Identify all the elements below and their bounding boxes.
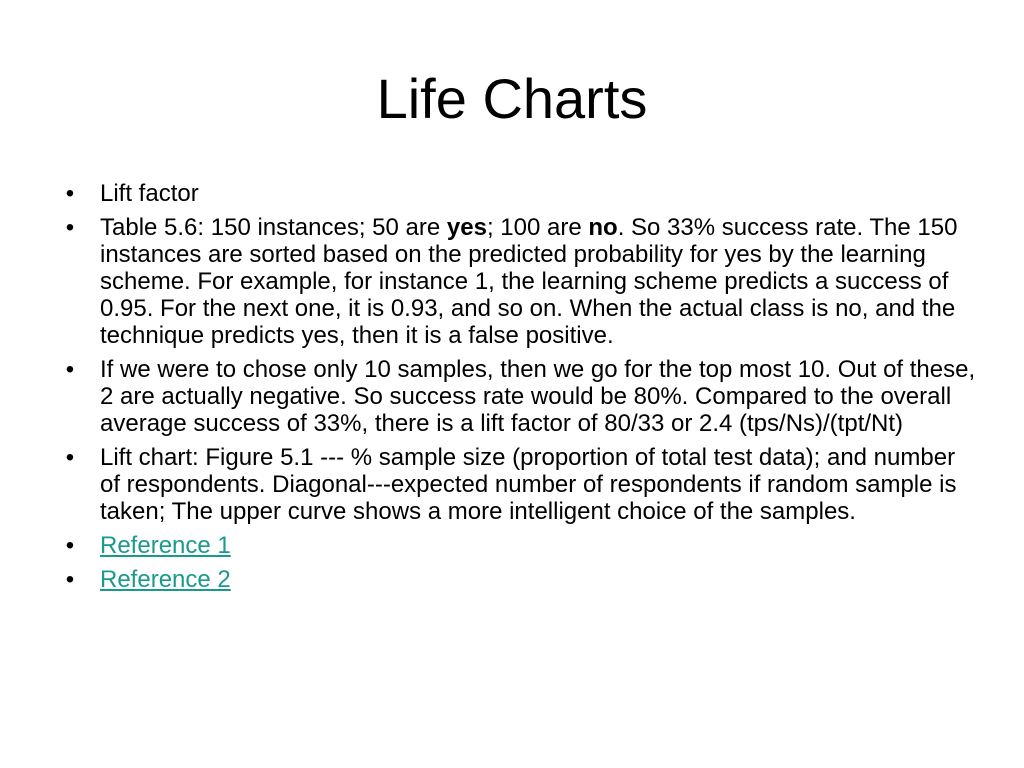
bullet-text-part: . So 33% success rate. The 150 instances are sorted based on the predicted probability for yes by the learning scheme. For example, for instance 1, the learning scheme predicts a success of 0.95. For the next one, it is 0.93, and so on. When the actual class is no, and the technique predicts yes, then it is a false positive. <box>100 214 958 349</box>
bullet-text-part: Table 5.6: 150 instances; 50 are <box>100 214 447 241</box>
bold-no: no <box>588 214 618 241</box>
bullet-item-reference-1 <box>60 532 980 559</box>
bullet-dot-icon: • <box>65 444 75 471</box>
bullet-dot-icon: • <box>65 532 75 559</box>
bullet-list <box>60 180 980 600</box>
bullet-text: Lift chart: Figure 5.1 --- % sample size (proportion of total test data); and number of respondents. Diagonal---expected number of respondents if random sample is taken; The upper curve shows a more intelligent choice of the samples. <box>100 444 957 525</box>
bullet-item-lift-factor <box>60 180 980 207</box>
bullet-text: If we were to chose only 10 samples, then we go for the top most 10. Out of these, 2 are actually negative. So success rate would be 80%. Compared to the overall average success of 33%, there is a lift factor of 80/33 or 2.4 (tps/Ns)/(tpt/Nt) <box>100 356 976 437</box>
bullet-item-sample-selection <box>60 356 980 437</box>
bullet-item-lift-chart <box>60 444 980 525</box>
bullet-text-part: ; 100 are <box>486 214 589 241</box>
bullet-dot-icon: • <box>65 214 75 241</box>
bold-yes: yes <box>446 214 487 241</box>
reference-2-link[interactable]: Reference 2 <box>100 566 231 593</box>
bullet-item-reference-2 <box>60 566 980 593</box>
bullet-item-table-description <box>60 214 980 349</box>
slide-title: Life Charts <box>376 67 648 130</box>
bullet-dot-icon: • <box>65 180 75 207</box>
bullet-dot-icon: • <box>65 356 75 383</box>
bullet-text: Lift factor <box>100 180 199 207</box>
reference-1-link[interactable]: Reference 1 <box>100 532 231 559</box>
bullet-dot-icon: • <box>65 566 75 593</box>
